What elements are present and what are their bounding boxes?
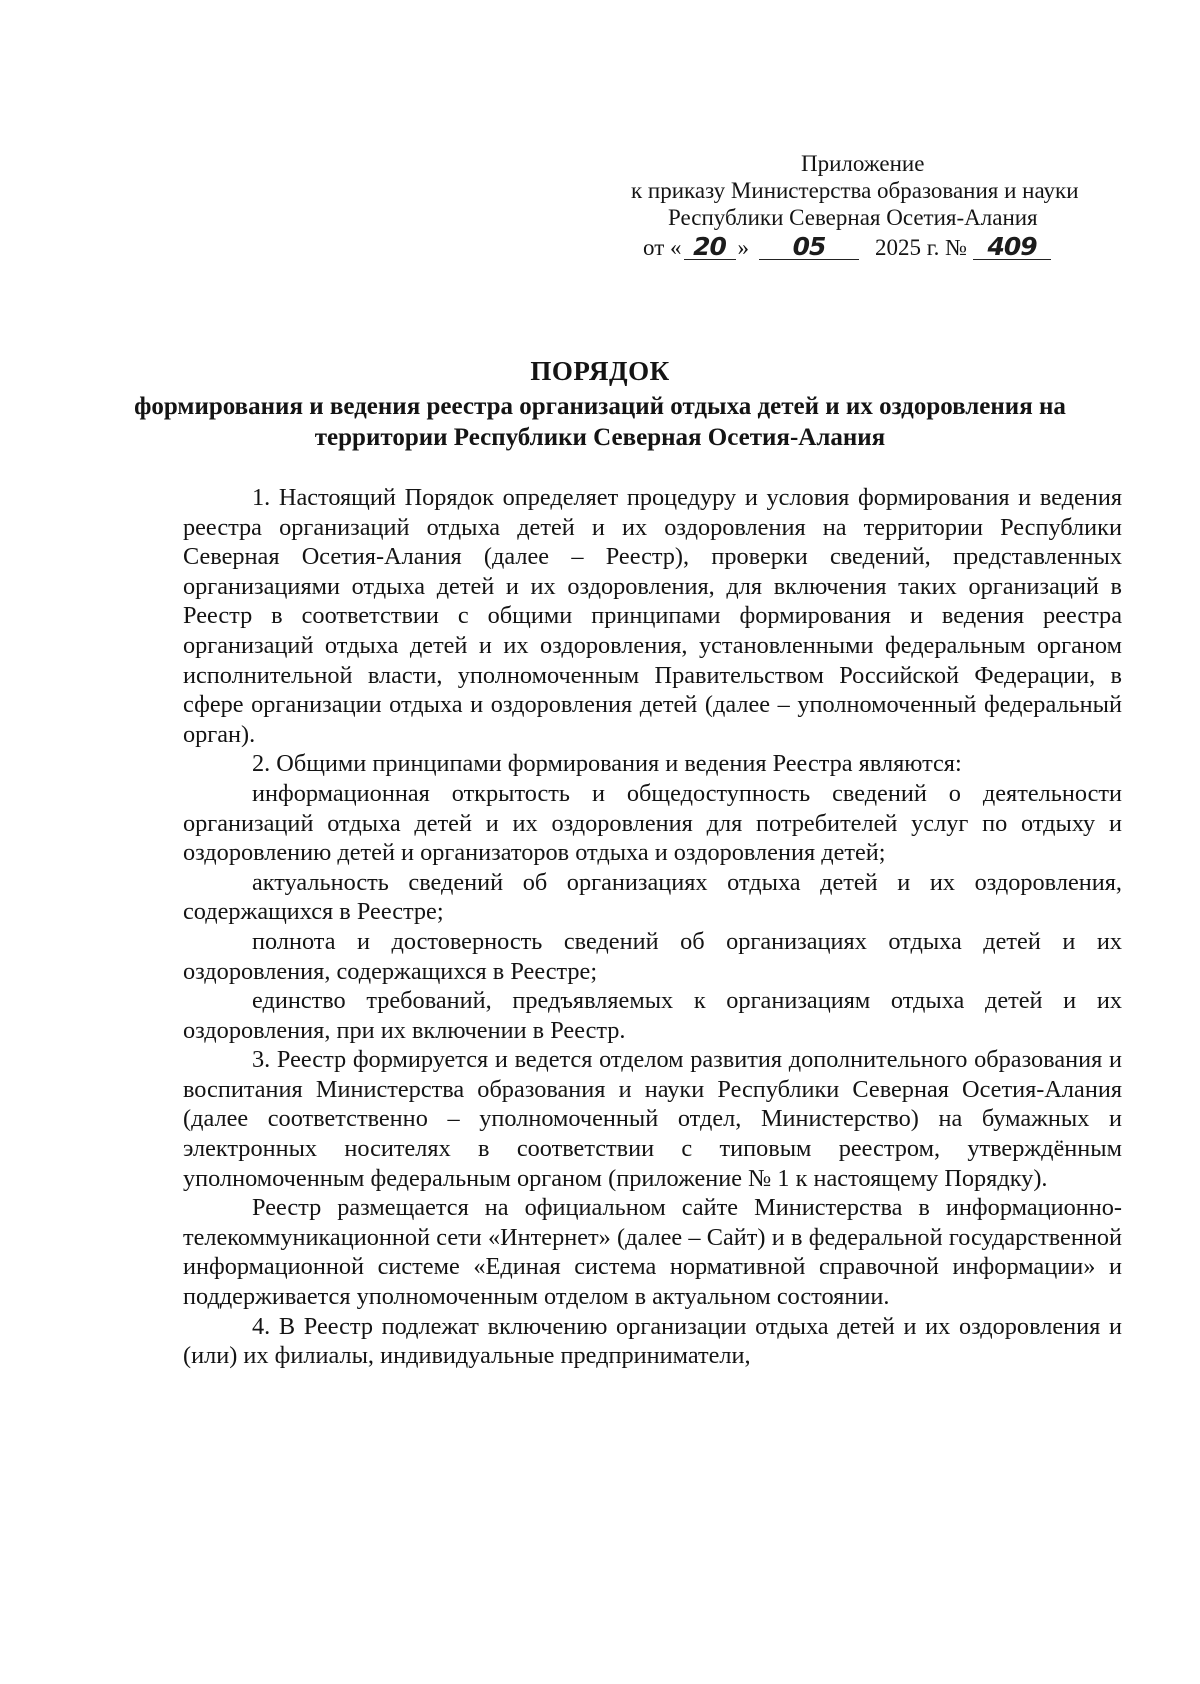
paragraph-2-item-1: информационная открытость и общедоступность сведений о деятельности организаций отдыха детей и их оздоровления для потребителей услуг по отдыху и оздоровлению детей и организаторов отдыха и оздоровления детей;	[183, 779, 1122, 867]
handwritten-order-number: 409	[973, 235, 1051, 260]
date-quote-close: »	[737, 235, 749, 260]
date-prefix: от «	[643, 235, 682, 260]
paragraph-2: 2. Общими принципами формирования и ведения Реестра являются:	[252, 750, 962, 778]
appendix-republic-line: Республики Северная Осетия-Алания	[668, 205, 1038, 230]
paragraph-3-continued: Реестр размещается на официальном сайте Министерства в информационно-телекоммуникационной сети «Интернет» (далее – Сайт) и в федеральной государственной информационной системе «Единая система нормативной справочной информации» и поддерживается уполномоченным отделом в актуальном состоянии.	[183, 1194, 1122, 1311]
paragraph-2-item-2: актуальность сведений об организациях отдыха детей и их оздоровления, содержащихся в Реестре;	[183, 868, 1122, 926]
appendix-order-line: к приказу Министерства образования и науки	[631, 178, 1079, 203]
paragraph-1: 1. Настоящий Порядок определяет процедуру и условия формирования и ведения реестра организаций отдыха детей и их оздоровления на территории Республики Северная Осетия-Алания (далее – Реестр), проверки сведений, представленных организациями отдыха детей и их оздоровления, для включения таких организаций в Реестр в соответствии с общими принципами формирования и ведения реестра организаций отдыха детей и их оздоровления, установленными федеральным органом исполнительной власти, уполномоченным Правительством Российской Федерации, в сфере организации отдыха и оздоровления детей (далее – уполномоченный федеральный орган).	[183, 484, 1122, 748]
document-title-block	[120, 355, 1080, 453]
handwritten-day: 20	[684, 235, 736, 260]
date-year-text: 2025 г. №	[875, 235, 968, 260]
paragraph-2-item-4: единство требований, предъявляемых к организациям отдыха детей и их оздоровления, при их включении в Реестр.	[183, 987, 1122, 1044]
document-body	[183, 483, 1122, 1371]
document-title: ПОРЯДОК	[530, 356, 670, 386]
paragraph-3: 3. Реестр формируется и ведется отделом развития дополнительного образования и воспитания Министерства образования и науки Республики Северная Осетия-Алания (далее соответственно – уполномоченный отдел, Министерство) на бумажных и электронных носителях в соответствии с типовым реестром, утверждённым уполномоченным федеральным органом (приложение № 1 к настоящему Порядку).	[183, 1046, 1122, 1192]
handwritten-month: 05	[759, 235, 859, 260]
document-subtitle: формирования и ведения реестра организаций отдыха детей и их оздоровления на территории Республики Северная Осетия-Алания	[134, 393, 1066, 451]
appendix-title: Приложение	[801, 151, 925, 176]
appendix-date-line	[643, 234, 1051, 261]
paragraph-4: 4. В Реестр подлежат включению организации отдыха детей и их оздоровления и (или) их филиалы, индивидуальные предприниматели,	[183, 1312, 1122, 1370]
paragraph-2-item-3: полнота и достоверность сведений об организациях отдыха детей и их оздоровления, содержащихся в Реестре;	[183, 927, 1122, 985]
